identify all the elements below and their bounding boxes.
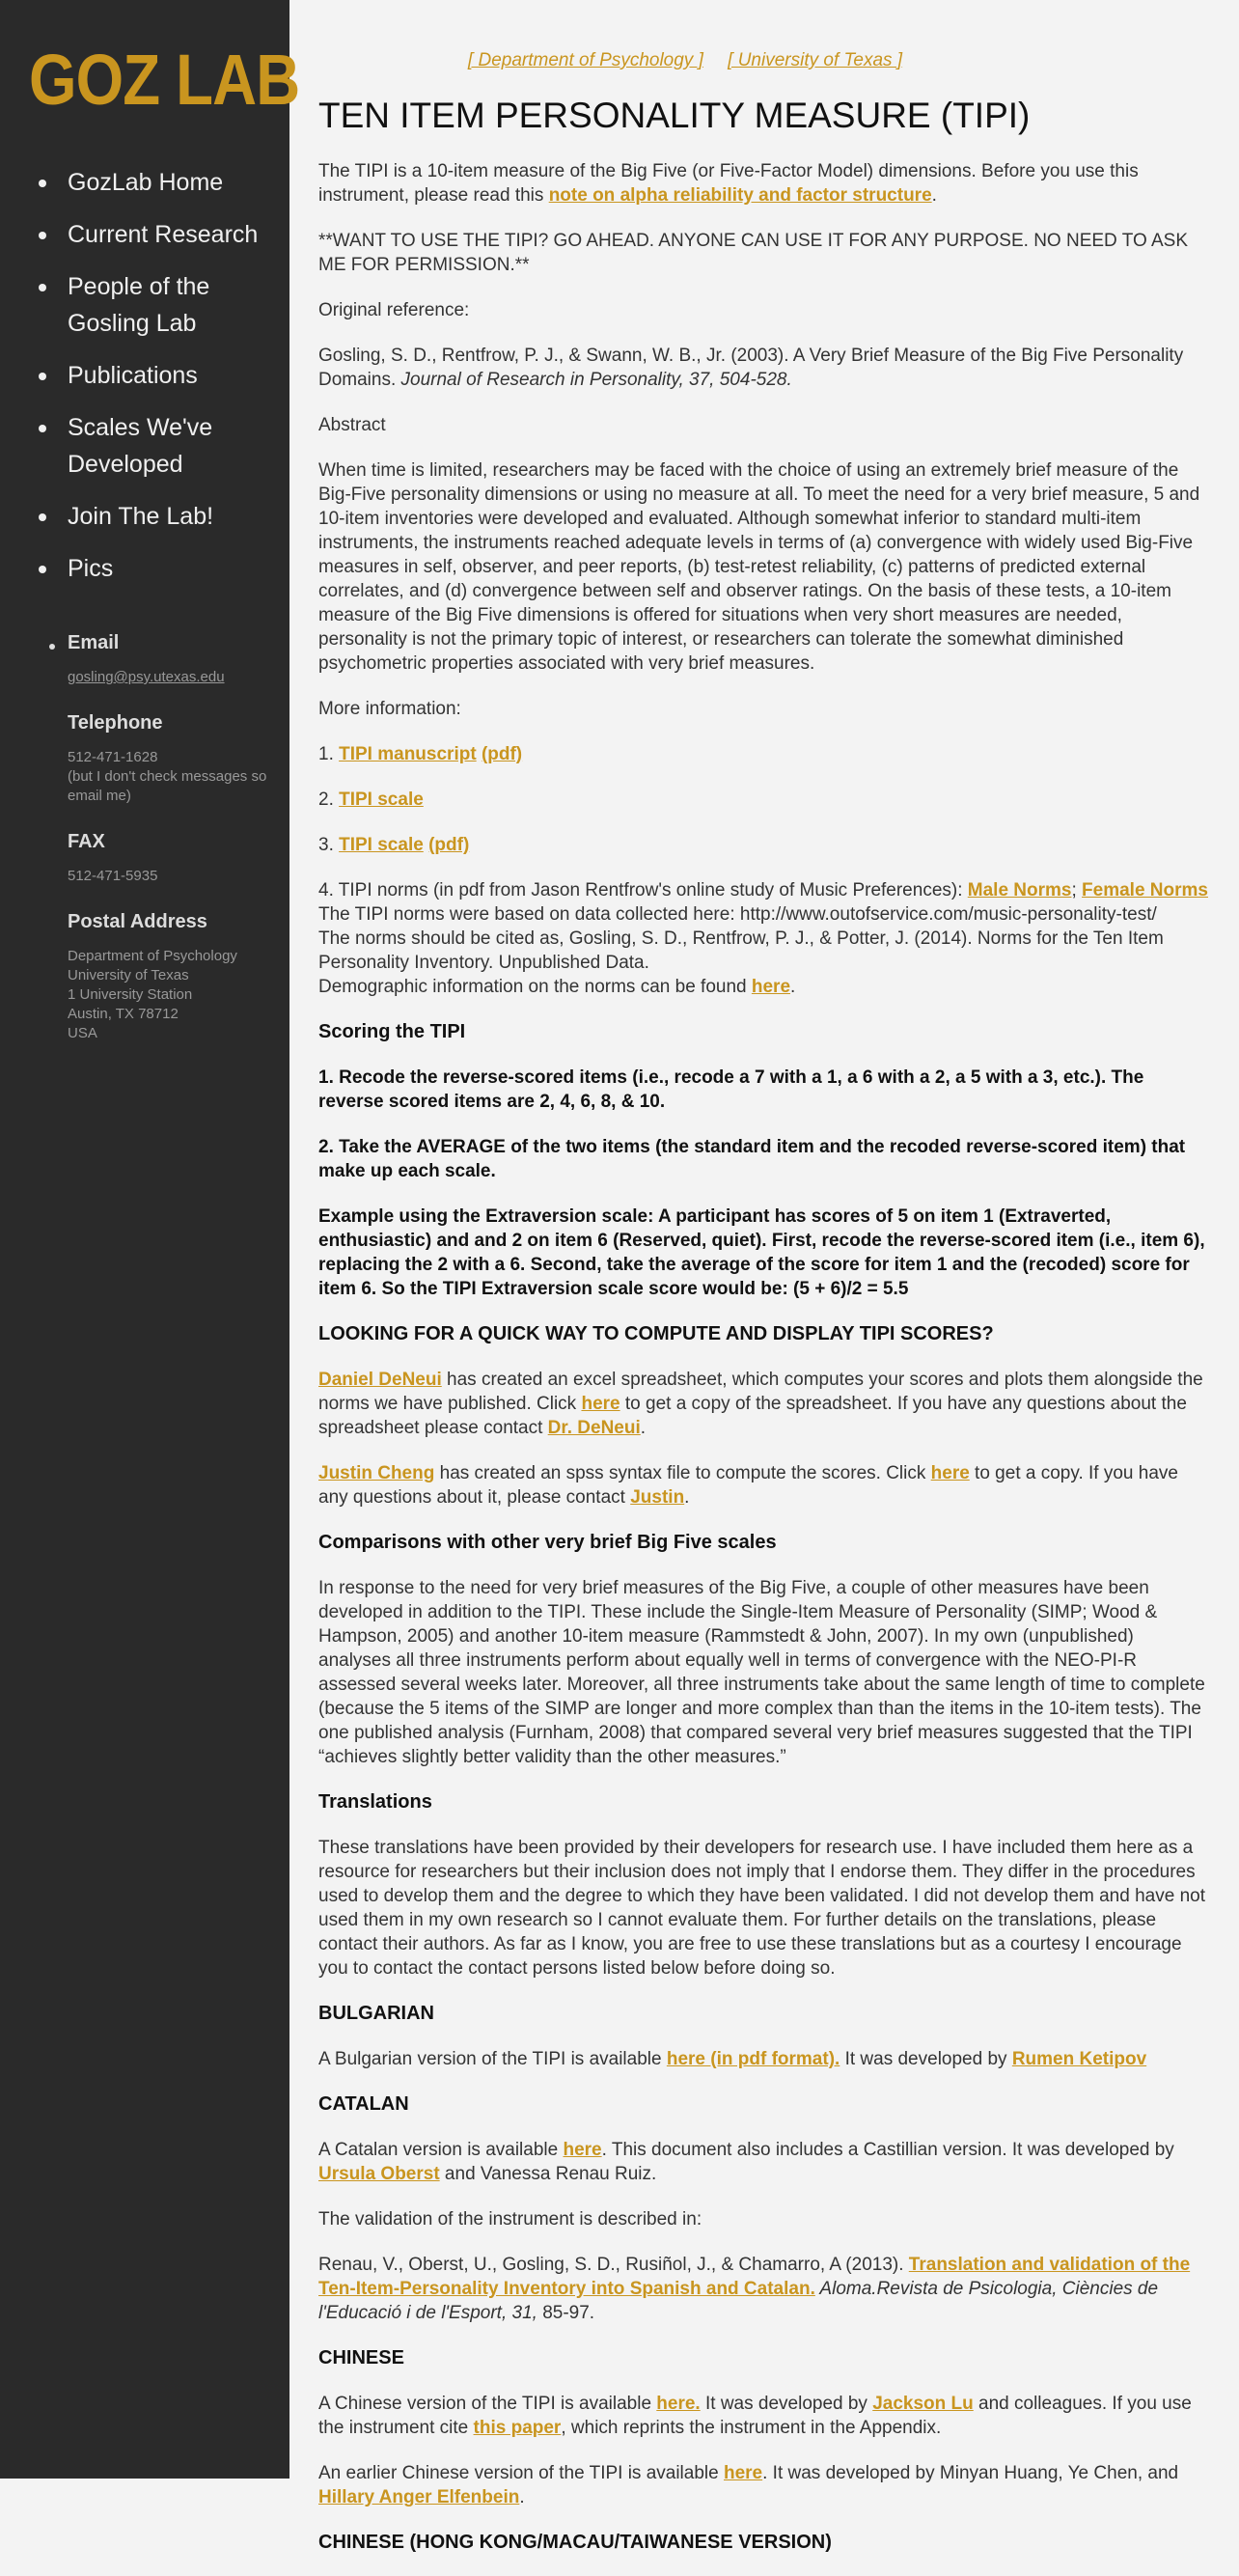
telephone-heading: Telephone <box>68 712 163 734</box>
email-link[interactable]: gosling@psy.utexas.edu <box>68 669 225 685</box>
fax-value: 512-471-5935 <box>68 868 158 884</box>
permission-notice: **WANT TO USE THE TIPI? GO AHEAD. ANYONE CAN USE IT FOR ANY PURPOSE. NO NEED TO ASK ME FOR PERMISSION.** <box>318 231 1188 275</box>
nav-item-people[interactable]: People of the Gosling Lab <box>39 268 270 342</box>
ursula-oberst-link[interactable]: Ursula Oberst <box>318 2164 440 2184</box>
quick-compute-heading: LOOKING FOR A QUICK WAY TO COMPUTE AND DISPLAY TIPI SCORES? <box>318 1323 994 1344</box>
comparisons-heading: Comparisons with other very brief Big Five scales <box>318 1532 777 1553</box>
postal-line: Austin, TX 78712 <box>68 1006 179 1022</box>
chinese-heading: CHINESE <box>318 2347 404 2368</box>
postal-line: University of Texas <box>68 967 189 983</box>
postal-heading: Postal Address <box>68 911 207 932</box>
abstract-heading: Abstract <box>318 415 386 435</box>
page-title: TEN ITEM PERSONALITY MEASURE (TIPI) <box>318 96 1031 135</box>
this-paper-link[interactable]: this paper <box>473 2418 562 2438</box>
tipi-scale-link-2[interactable]: TIPI scale <box>339 835 424 855</box>
translations-heading: Translations <box>318 1791 432 1813</box>
postal-address <box>68 947 270 1043</box>
male-norms-link[interactable]: Male Norms <box>967 880 1072 900</box>
sidebar <box>0 0 300 2479</box>
scoring-example: Example using the Extraversion scale: A participant has scores of 5 on item 1 (Extraverted, enthusiastic) and and 2 on item 6 (Reserved, quiet). First, recode the reverse-scored item (i.e., item 6), replacing the 2 with a 6. Second, take the average of the score for item 1 and the (recoded) score for item 6. So the TIPI Extraversion scale score would be: (5 + 6)/2 = 5.5 <box>318 1206 1205 1299</box>
catalan-here-link[interactable]: here <box>563 2140 602 2160</box>
chinese-hk-heading: CHINESE (HONG KONG/MACAU/TAIWANESE VERSION) <box>318 2532 832 2553</box>
tipi-manuscript-link[interactable]: TIPI manuscript <box>339 744 477 764</box>
translations-text: These translations have been provided by their developers for research use. I have included them here as a resource for researchers but their inclusion does not imply that I endorse them. They differ in the procedures used to develop them and the degree to which they have been validated. I did not develop them and have not used them in my own research so I cannot evaluate them. For further details on the translations, please contact their authors. As far as I know, you are free to use these translations but as a courtesy I encourage you to contact the contact persons listed below before doing so. <box>318 1838 1205 1979</box>
catalan-validation-link[interactable]: Translation and validation of the Ten-Item-Personality Inventory into Spanish and Catalan. <box>318 2255 1191 2299</box>
chinese-here-link[interactable]: here. <box>656 2394 701 2414</box>
fax-heading: FAX <box>68 831 105 852</box>
catalan-heading: CATALAN <box>318 2093 409 2115</box>
cheng-paragraph: Justin Cheng has created an spss syntax file to compute the scores. Click here to get a copy. If you have any questions about it, please contact Justin. <box>318 1463 1178 1508</box>
norms-demographics: Demographic information on the norms can be found here. <box>318 977 796 997</box>
intro-paragraph: The TIPI is a 10-item measure of the Big Five (or Five-Factor Model) dimensions. Before you use this instrument, please read this note on alpha reliability and factor structure. <box>318 161 1139 206</box>
deneui-paragraph: Daniel DeNeui has created an excel spreadsheet, which computes your scores and plots them alongside the norms we have published. Click here to get a copy of the spreadsheet. If you have any questions about the spreadsheet please contact Dr. DeNeui. <box>318 1370 1203 1438</box>
email-heading: Email <box>68 632 120 653</box>
contact-info <box>39 632 270 1068</box>
nav-item-scales[interactable]: Scales We've Developed <box>39 409 270 483</box>
hillary-elfenbein-link[interactable]: Hillary Anger Elfenbein <box>318 2487 520 2507</box>
demographics-here-link[interactable]: here <box>751 977 791 997</box>
chinese-earlier-text: An earlier Chinese version of the TIPI is available here. It was developed by Minyan Huang, Ye Chen, and Hillary Anger Elfenbein. <box>318 2463 1179 2507</box>
nav-item-publications[interactable]: Publications <box>39 357 270 394</box>
nav-item-pics[interactable]: Pics <box>39 550 270 587</box>
dr-deneui-link[interactable]: Dr. DeNeui <box>547 1418 641 1438</box>
bulgarian-heading: BULGARIAN <box>318 2003 434 2024</box>
more-info-item-2: 2. TIPI scale <box>318 789 424 810</box>
postal-line: 1 University Station <box>68 986 193 1003</box>
female-norms-link[interactable]: Female Norms <box>1082 880 1208 900</box>
tipi-manuscript-pdf-link[interactable]: (pdf) <box>481 744 523 764</box>
nav-item-home[interactable]: GozLab Home <box>39 164 270 201</box>
nav-item-join[interactable]: Join The Lab! <box>39 498 270 535</box>
abstract-text: When time is limited, researchers may be faced with the choice of using an extremely brief measure of the Big-Five personality dimensions or using no measure at all. To meet the need for a very brief measure, 5 and 10-item inventories were developed and evaluated. Although somewhat inferior to standard multi-item instruments, the instruments reached adequate levels in terms of (a) convergence with widely used Big-Five measures in self, observer, and peer reports, (b) test-retest reliability, (c) patterns of predicted external correlates, and (d) convergence between self and observer ratings. On the basis of these tests, a 10-item measure of the Big Five dimensions is offered for situations when very short measures are needed, personality is not the primary topic of interest, or researchers can tolerate the somewhat diminished psychometric properties associated with very brief measures. <box>318 460 1200 674</box>
more-info-label: More information: <box>318 699 461 719</box>
catalan-text: A Catalan version is available here. This document also includes a Castillian version. It was developed by Ursula Oberst and Vanessa Renau Ruiz. <box>318 2140 1174 2184</box>
scoring-step-2: 2. Take the AVERAGE of the two items (the standard item and the recoded reverse-scored item) that make up each scale. <box>318 1137 1186 1181</box>
norms-citation: The norms should be cited as, Gosling, S. D., Rentfrow, P. J., & Potter, J. (2014). Norms for the Ten Item Personality Inventory. Unpublished Data. <box>318 928 1164 973</box>
site-logo[interactable]: GOZ LAB <box>29 40 300 120</box>
scoring-heading: Scoring the TIPI <box>318 1021 466 1042</box>
catalan-validation-label: The validation of the instrument is described in: <box>318 2209 702 2230</box>
jackson-lu-link[interactable]: Jackson Lu <box>872 2394 974 2414</box>
postal-line: USA <box>68 1025 97 1041</box>
original-reference: Gosling, S. D., Rentfrow, P. J., & Swann, W. B., Jr. (2003). A Very Brief Measure of the Big Five Personality Domains. Journal of Research in Personality, 37, 504-528. <box>318 346 1184 390</box>
postal-line: Department of Psychology <box>68 948 237 964</box>
daniel-deneui-link[interactable]: Daniel DeNeui <box>318 1370 442 1390</box>
bulgarian-pdf-link[interactable]: here (in pdf format). <box>666 2049 840 2069</box>
tipi-scale-pdf-link[interactable]: (pdf) <box>428 835 470 855</box>
norms-source: The TIPI norms were based on data collected here: http://www.outofservice.com/music-personality-test/ <box>318 904 1157 925</box>
sidebar-nav <box>39 164 270 602</box>
contact-bullet <box>49 644 55 650</box>
univ-texas-link[interactable]: [ University of Texas ] <box>728 50 903 70</box>
scoring-step-1: 1. Recode the reverse-scored items (i.e., recode a 7 with a 1, a 6 with a 2, a 5 with a 3, etc.). The reverse scored items are 2, 4, 6, 8, & 10. <box>318 1067 1144 1112</box>
tipi-scale-link[interactable]: TIPI scale <box>339 789 424 810</box>
bulgarian-text: A Bulgarian version of the TIPI is available here (in pdf format). It was developed by Rumen Ketipov <box>318 2049 1147 2069</box>
more-info-item-3: 3. TIPI scale (pdf) <box>318 835 470 855</box>
spreadsheet-here-link[interactable]: here <box>581 1394 620 1414</box>
catalan-reference: Renau, V., Oberst, U., Gosling, S. D., Rusiñol, J., & Chamarro, A (2013). Translation and validation of the Ten-Item-Personality Inventory into Spanish and Catalan. Aloma.Revista de Psicologia, Ciències de l'Educació i de l'Esport, 31, 85-97. <box>318 2255 1191 2323</box>
chinese-earlier-here-link[interactable]: here <box>723 2463 763 2483</box>
orig-ref-label: Original reference: <box>318 300 470 320</box>
spss-here-link[interactable]: here <box>930 1463 970 1483</box>
telephone-number: 512-471-1628 <box>68 749 158 765</box>
dept-psychology-link[interactable]: [ Department of Psychology ] <box>467 50 703 70</box>
more-info-item-4: 4. TIPI norms (in pdf from Jason Rentfrow's online study of Music Preferences): Male Norms; Female Norms The TIPI norms were based on data collected here: http://www.outofservice.com/music-personality-test/ The norms should be cited as, Gosling, S. D., Rentfrow, P. J., & Potter, J. (2014). Norms for the Ten Item Personality Inventory. Unpublished Data. Demographic information on the norms can be found here. <box>318 878 1211 999</box>
comparisons-text: In response to the need for very brief measures of the Big Five, a couple of other measures have been developed in addition to the TIPI. These include the Single-Item Measure of Personality (SIMP; Wood & Hampson, 2005) and another 10-item measure (Rammstedt & John, 2007). In my own (unpublished) analyses all three instruments perform about equally well in terms of convergence with the NEO-PI-R assessed several weeks later. Moreover, all three instruments take about the same length of time to complete (because the 5 items of the SIMP are longer and more complex than than the items in the 10-item tests). The one published analysis (Furnham, 2008) that compared several very brief measures suggested that the TIPI “achieves slightly better validity than the other measures.” <box>318 1578 1205 1767</box>
rumen-ketipov-link[interactable]: Rumen Ketipov <box>1011 2049 1147 2069</box>
nav-item-research[interactable]: Current Research <box>39 216 270 253</box>
chinese-text: A Chinese version of the TIPI is available here. It was developed by Jackson Lu and colleagues. If you use the instrument cite this paper, which reprints the instrument in the Appendix. <box>318 2394 1192 2438</box>
justin-cheng-link[interactable]: Justin Cheng <box>318 1463 435 1483</box>
telephone-value <box>68 748 270 806</box>
main-content <box>318 48 1211 2576</box>
alpha-note-link[interactable]: note on alpha reliability and factor structure <box>548 185 932 206</box>
justin-contact-link[interactable]: Justin <box>630 1487 685 1508</box>
telephone-note: (but I don't check messages so email me) <box>68 768 267 804</box>
email-value <box>68 668 270 687</box>
more-info-item-1: 1. TIPI manuscript (pdf) <box>318 744 523 764</box>
top-links <box>318 48 1052 72</box>
